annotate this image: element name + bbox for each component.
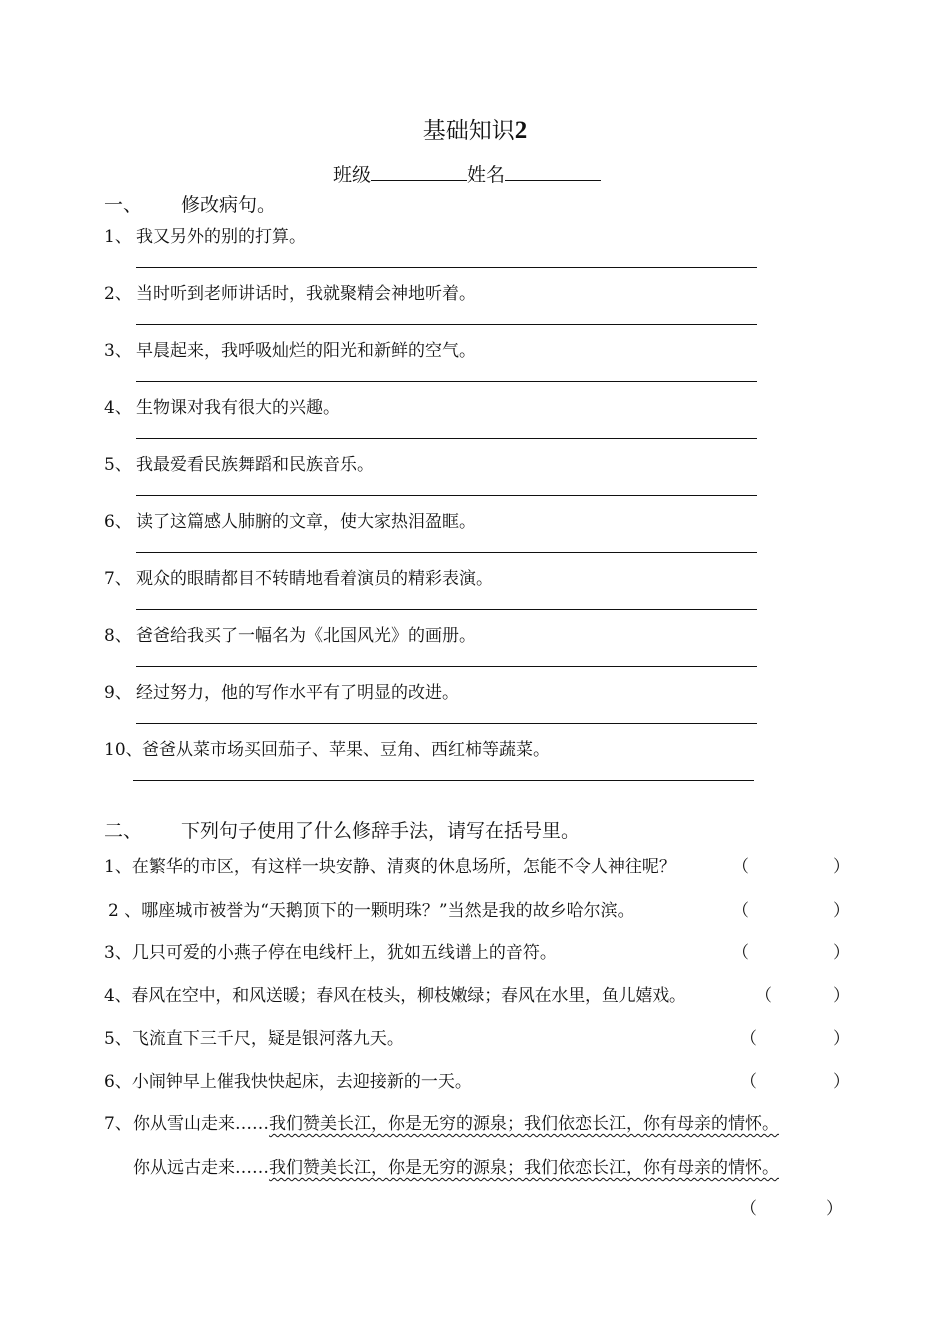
s1-item-9-text: 经过努力，他的写作水平有了明显的改进。	[136, 683, 459, 703]
s1-item-10-text: 爸爸从菜市场买回茄子、苹果、豆角、西红柿等蔬菜。	[142, 740, 550, 760]
s2-item-2-text: 2 、哪座城市被誉为“天鹅顶下的一颗明珠？”当然是我的故乡哈尔滨。	[108, 901, 635, 921]
s1-item-8-num: 8、	[104, 626, 132, 646]
s2-item-5-text: 5、飞流直下三千尺，疑是银河落九天。	[104, 1029, 404, 1049]
section1-number: 一、	[104, 194, 143, 216]
s2-item-1-paren-close: ）	[833, 857, 850, 877]
s2-item-7-line1-lead: 你从雪山走来……	[133, 1114, 269, 1134]
s2-item-6-text: 6、小闹钟早上催我快快起床，去迎接新的一天。	[104, 1072, 472, 1092]
s1-item-1-num: 1、	[104, 227, 132, 247]
s2-item-7-line1-underlined: 我们赞美长江，你是无穷的源泉；我们依恋长江，你有母亲的情怀。	[269, 1114, 779, 1134]
s2-item-1-text: 1、在繁华的市区，有这样一块安静、清爽的休息场所，怎能不令人神往呢？	[104, 857, 676, 877]
s2-item-5-paren-open: （	[740, 1029, 757, 1049]
s1-item-5-text: 我最爱看民族舞蹈和民族音乐。	[136, 455, 374, 475]
s2-item-6-paren-open: （	[740, 1072, 757, 1092]
section2-heading: 下列句子使用了什么修辞手法，请写在括号里。	[181, 820, 581, 842]
s2-item-3-paren-open: （	[732, 943, 749, 963]
s1-item-2-num: 2、	[104, 284, 132, 304]
class-blank[interactable]	[371, 160, 467, 181]
class-name-line	[333, 160, 601, 187]
s1-item-2-answer-line[interactable]	[136, 324, 757, 325]
s1-item-8-answer-line[interactable]	[136, 666, 757, 667]
s1-item-4-text: 生物课对我有很大的兴趣。	[136, 398, 340, 418]
s1-item-7-text: 观众的眼睛都目不转睛地看着演员的精彩表演。	[136, 569, 493, 589]
section1-heading: 修改病句。	[181, 194, 277, 216]
s1-item-8-text: 爸爸给我买了一幅名为《北国风光》的画册。	[136, 626, 476, 646]
s2-item-2-paren-close: ）	[833, 901, 850, 921]
s1-item-6-answer-line[interactable]	[136, 552, 757, 553]
s1-item-6-text: 读了这篇感人肺腑的文章，使大家热泪盈眶。	[136, 512, 476, 532]
s2-item-7-line1	[133, 1109, 779, 1134]
s1-item-10-answer-line[interactable]	[133, 780, 754, 781]
s1-item-9-answer-line[interactable]	[136, 723, 757, 724]
s1-item-2-text: 当时听到老师讲话时，我就聚精会神地听着。	[136, 284, 476, 304]
s2-item-4-paren-open: （	[755, 986, 772, 1006]
s2-item-7-num: 7、	[104, 1114, 132, 1134]
class-label: 班级	[333, 164, 372, 186]
s2-item-6-paren-close: ）	[833, 1072, 850, 1092]
s1-item-6-num: 6、	[104, 512, 132, 532]
s2-item-4-text: 4、春风在空中，和风送暖；春风在枝头，柳枝嫩绿；春风在水里，鱼儿嬉戏。	[104, 986, 686, 1006]
s2-item-3-paren-close: ）	[833, 943, 850, 963]
s1-item-7-num: 7、	[104, 569, 132, 589]
s1-item-10-num: 10、	[104, 740, 143, 760]
s1-item-3-text: 早晨起来，我呼吸灿烂的阳光和新鲜的空气。	[136, 341, 476, 361]
s1-item-3-answer-line[interactable]	[136, 381, 757, 382]
s1-item-9-num: 9、	[104, 683, 132, 703]
s2-item-2-paren-open: （	[732, 901, 749, 921]
s1-item-4-num: 4、	[104, 398, 132, 418]
page-title	[0, 112, 950, 145]
s2-item-7-line2-underlined: 我们赞美长江，你是无穷的源泉；我们依恋长江，你有母亲的情怀。	[269, 1158, 779, 1178]
s1-item-1-text: 我又另外的别的打算。	[136, 227, 306, 247]
name-label: 姓名	[467, 164, 506, 186]
s2-item-7-paren-open: （	[740, 1199, 757, 1219]
s2-item-1-paren-open: （	[732, 857, 749, 877]
s1-item-5-num: 5、	[104, 455, 132, 475]
s2-item-3-text: 3、几只可爱的小燕子停在电线杆上，犹如五线谱上的音符。	[104, 943, 557, 963]
s1-item-1-answer-line[interactable]	[136, 267, 757, 268]
s2-item-4-paren-close: ）	[833, 986, 850, 1006]
s2-item-7-line2	[133, 1153, 779, 1178]
section2-number: 二、	[104, 820, 143, 842]
s2-item-7-paren-close: ）	[826, 1199, 843, 1219]
s1-item-5-answer-line[interactable]	[136, 495, 757, 496]
s2-item-7-line2-lead: 你从远古走来……	[133, 1158, 269, 1178]
title-text: 基础知识	[422, 118, 515, 144]
s1-item-3-num: 3、	[104, 341, 132, 361]
title-number: 2	[514, 117, 528, 144]
s1-item-7-answer-line[interactable]	[136, 609, 757, 610]
name-blank[interactable]	[505, 160, 601, 181]
s2-item-5-paren-close: ）	[833, 1029, 850, 1049]
s1-item-4-answer-line[interactable]	[136, 438, 757, 439]
